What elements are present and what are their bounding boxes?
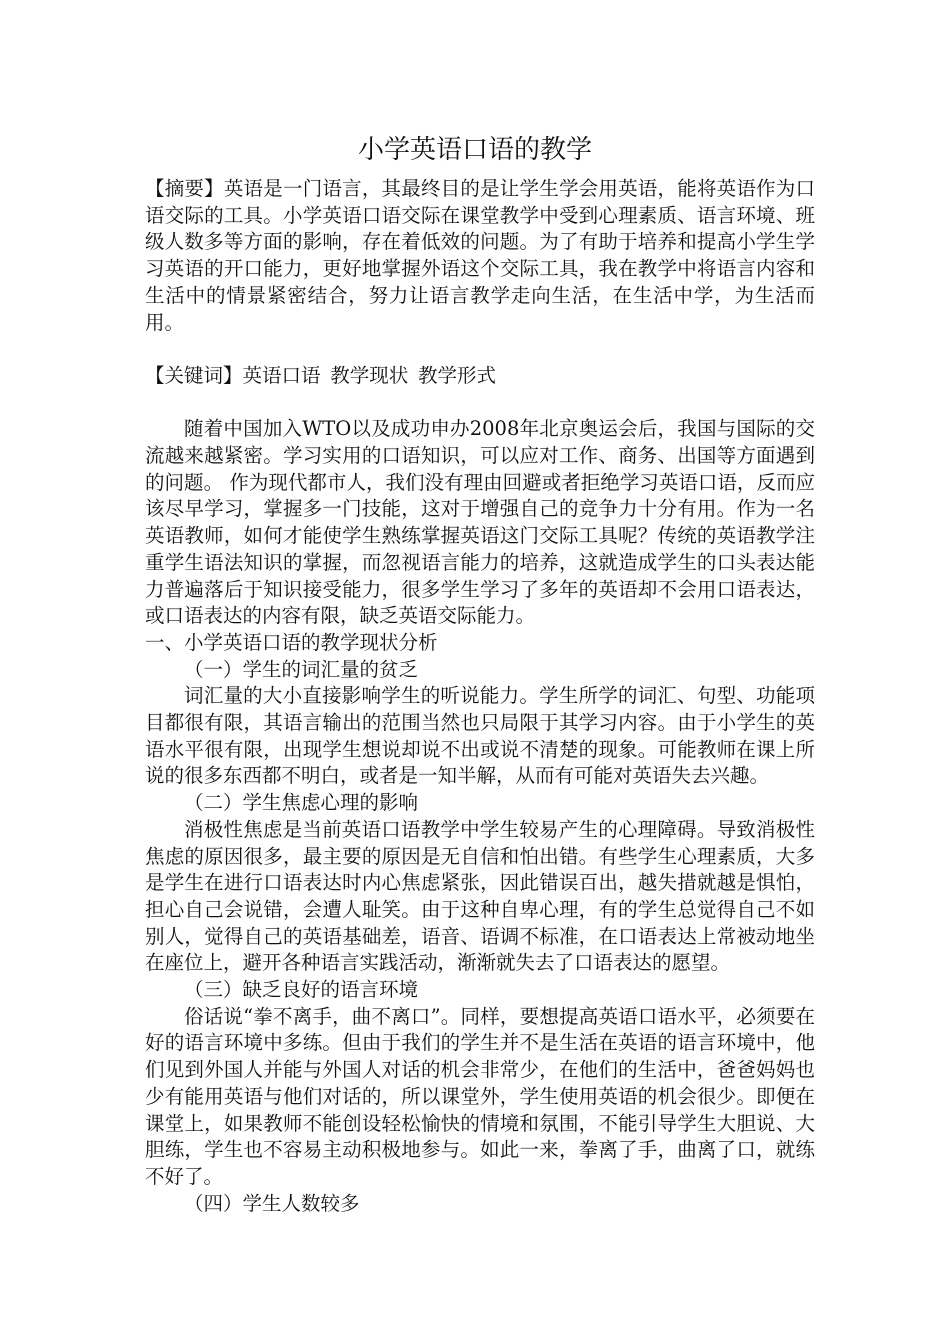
- section-heading: 一、小学英语口语的教学现状分析: [145, 630, 438, 654]
- page-title: 小学英语口语的教学: [357, 135, 592, 165]
- intro-paragraph: 随着中国加入WTO以及成功申办2008年北京奥运会后，我国与国际的交流越来越紧密。学习实用的口语知识，可以应对工作、商务、出国等方面遇到的问题。 作为现代都市人，我们没有理由回避或者拒绝学习英语口语，反而应该尽早学习，掌握多一门技能，这对于增强自己的竞争力十分有用。作为一名英语教师，如何才能使学生熟练掌握英语这门交际工具呢？传统的英语教学注重学生语法知识的掌握，而忽视语言能力的培养，这就造成学生的口头表达能力普遍落后于知识接受能力，很多学生学习了多年的英语却不会用口语表达，或口语表达的内容有限，缺乏英语交际能力。: [145, 417, 815, 628]
- subsection-heading: （一）学生的词汇量的贫乏: [184, 657, 419, 681]
- document-body: [145, 176, 815, 1217]
- keyword-term: 英语口语: [242, 363, 321, 387]
- subsection-heading: （三）缺乏良好的语言环境: [184, 978, 419, 1002]
- subsection-paragraph: 俗话说“拳不离手，曲不离口”。同样，要想提高英语口语水平，必须要在好的语言环境中多练。但由于我们的学生并不是生活在英语的语言环境中，他们见到外国人并能与外国人对话的机会非常少，在他们的生活中，爸爸妈妈也少有能用英语与他们对话的，所以课堂外，学生使用英语的机会很少。即便在课堂上，如果教师不能创设轻松愉快的情境和氛围，不能引导学生大胆说、大胆练，学生也不容易主动积极地参与。如此一来，拳离了手，曲离了口，就练不好了。: [145, 1004, 815, 1188]
- keywords-line: [145, 363, 815, 390]
- subsection-heading: （二）学生焦虑心理的影响: [184, 791, 419, 815]
- subsection-paragraph: 词汇量的大小直接影响学生的听说能力。学生所学的词汇、句型、功能项目都很有限，其语言输出的范围当然也只局限于其学习内容。由于小学生的英语水平很有限，出现学生想说却说不出或说不清楚的现象。可能教师在课上所说的很多东西都不明白，或者是一知半解，从而有可能对英语失去兴趣。: [145, 684, 815, 788]
- subsection-paragraph: 消极性焦虑是当前英语口语教学中学生较易产生的心理障碍。导致消极性焦虑的原因很多，最主要的原因是无自信和怕出错。有些学生心理素质，大多是学生在进行口语表达时内心焦虑紧张，因此错误百出，越失措就越是惧怕，担心自己会说错，会遭人耻笑。由于这种自卑心理，有的学生总觉得自己不如别人，觉得自己的英语基础差，语音、语调不标准，在口语表达上常被动地坐在座位上，避开各种语言实践活动，渐渐就失去了口语表达的愿望。: [145, 817, 815, 975]
- keyword-term: 教学现状: [330, 363, 409, 387]
- subsection-heading: （四）学生人数较多: [184, 1191, 360, 1215]
- keyword-term: 教学形式: [418, 363, 497, 387]
- keywords-label: 【关键词】: [145, 363, 243, 387]
- abstract-paragraph: 【摘要】英语是一门语言，其最终目的是让学生学会用英语，能将英语作为口语交际的工具。小学英语口语交际在课堂教学中受到心理素质、语言环境、班级人数多等方面的影响，存在着低效的问题。为了有助于培养和提高小学生学习英语的开口能力，更好地掌握外语这个交际工具，我在教学中将语言内容和生活中的情景紧密结合，努力让语言教学走向生活，在生活中学，为生活而用。: [145, 177, 815, 334]
